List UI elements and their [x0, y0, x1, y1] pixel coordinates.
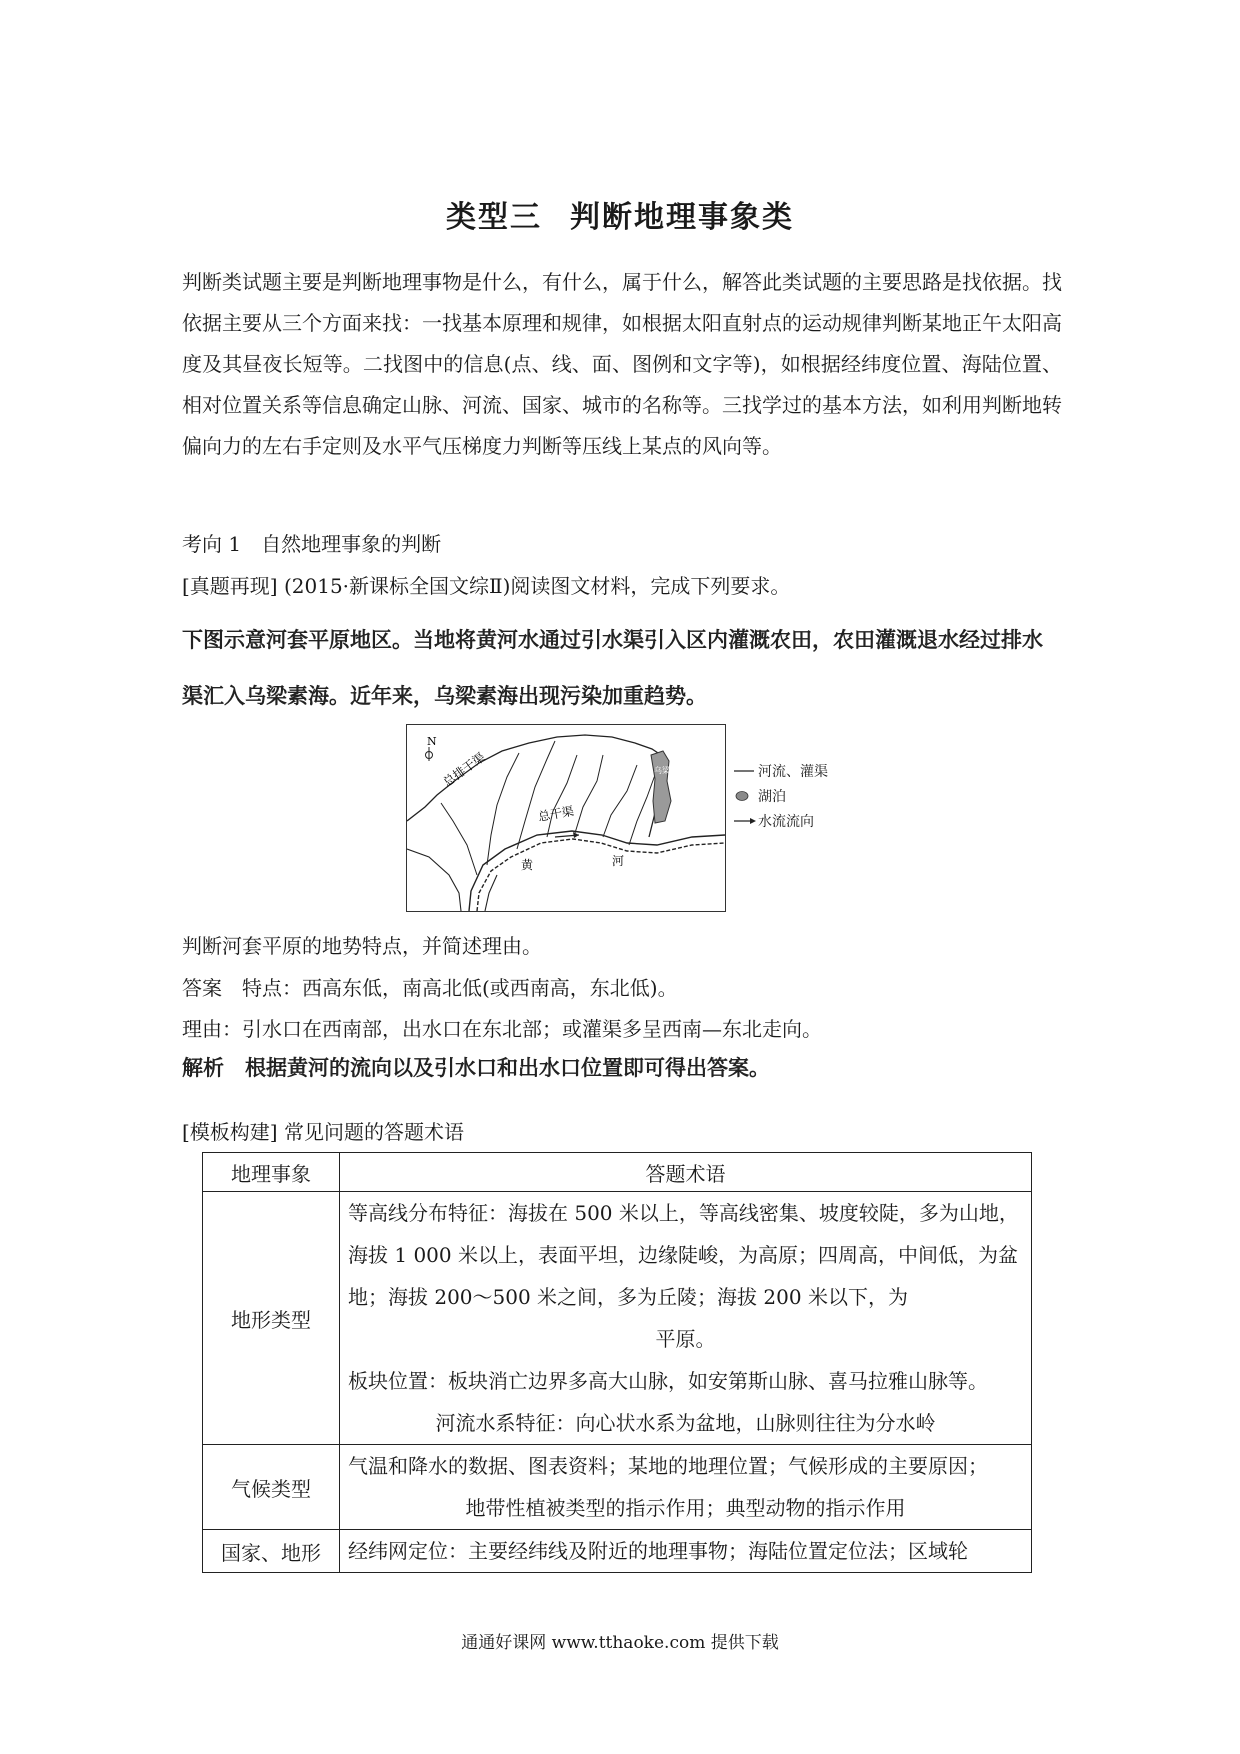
zhenti-line	[182, 570, 790, 599]
table-row-content	[340, 1530, 1032, 1573]
table-row	[203, 1530, 1032, 1573]
material-paragraph: 下图示意河套平原地区。当地将黄河水通过引水渠引入区内灌溉农田，农田灌溉退水经过排水渠汇入乌梁素海。近年来，乌梁素海出现污染加重趋势。	[182, 628, 1043, 708]
template-text: 常见问题的答题术语	[277, 1120, 464, 1144]
table-row	[203, 1445, 1032, 1530]
answer-line	[182, 972, 678, 1001]
answer-text: 特点：西高东低，南高北低(或西南高，东北低)。	[242, 976, 678, 1000]
western-boundary	[407, 849, 461, 911]
kaoxiang-heading: 考向 1 自然地理事象的判断	[182, 532, 442, 556]
cell-line: 等高线分布特征：海拔在 500 米以上，等高线密集、坡度较陡，多为山地，海拔 1 000 米以上，表面平坦，边缘陡峻，为高原；四周高，中间低，为盆地；海拔 200～500 米之间，多为丘陵；海拔 200 米以下，为	[348, 1201, 1019, 1309]
channel-6	[603, 765, 637, 837]
reason-line: 理由：引水口在西南部，出水口在东北部；或灌渠多呈西南—东北走向。	[182, 1017, 822, 1041]
huang-label: 黄	[521, 858, 534, 872]
cell-line: 板块位置：板块消亡边界多高大山脉，如安第斯山脉、喜马拉雅山脉等。	[348, 1369, 988, 1393]
lake-label: 乌梁素海	[654, 766, 686, 775]
cell-line: 经纬网定位：主要经纬线及附近的地理事物；海陆位置定位法；区域轮	[348, 1539, 968, 1563]
legend-lake-label: 湖泊	[758, 788, 786, 805]
title-part2: 判断地理事象类	[570, 200, 794, 235]
north-label: N	[427, 735, 437, 748]
legend-row-river	[730, 758, 880, 783]
river-line-icon	[730, 766, 758, 776]
table-header-row	[203, 1153, 1032, 1192]
cell-line: 地带性植被类型的指示作用；典型动物的指示作用	[465, 1496, 906, 1520]
table-row	[203, 1192, 1032, 1445]
zongpaiganqu-label: 总排干渠	[440, 749, 488, 790]
legend-row-lake	[730, 783, 880, 808]
lake-symbol-icon	[730, 790, 758, 802]
zongganqu-label: 总干渠	[537, 803, 575, 824]
page-title	[0, 192, 1240, 236]
template-label: [模板构建]	[182, 1120, 278, 1144]
cell-line: 河流水系特征：向心状水系为盆地，山脉则往往为分水岭	[435, 1411, 936, 1435]
zhenti-text: (2015·新课标全国文综Ⅱ)阅读图文材料，完成下列要求。	[277, 574, 791, 598]
channel-5	[575, 755, 603, 833]
answer-label: 答案	[182, 976, 222, 1000]
intro-paragraph: 判断类试题主要是判断地理事物是什么，有什么，属于什么，解答此类试题的主要思路是找依据。找依据主要从三个方面来找：一找基本原理和规律，如根据太阳直射点的运动规律判断某地正午太阳高度及其昼夜长短等。二找图中的信息(点、线、面、图例和文字等)，如根据经纬度位置、海陆位置、相对位置关系等信息确定山脉、河流、国家、城市的名称等。三找学过的基本方法，如利用判断地转偏向力的左右手定则及水平气压梯度力判断等压线上某点的风向等。	[182, 270, 1062, 458]
table-header-cell: 地理事象	[203, 1153, 340, 1192]
map-legend	[730, 758, 880, 833]
flow-arrow-head	[573, 832, 579, 838]
cell-line: 平原。	[655, 1327, 716, 1351]
terms-table	[202, 1152, 1032, 1573]
table-row-name: 国家、地形	[203, 1530, 340, 1573]
channel-7	[629, 775, 655, 845]
zhenti-label: [真题再现]	[182, 574, 278, 598]
channel-3	[517, 741, 555, 849]
hetao-plain-map	[406, 724, 726, 912]
cell-line: 气温和降水的数据、图表资料；某地的地理位置；气候形成的主要原因；	[348, 1454, 988, 1478]
legend-row-flow	[730, 808, 880, 833]
lake-wuliangsuhai	[651, 751, 671, 823]
table-row-content	[340, 1192, 1032, 1445]
legend-river-label: 河流、灌渠	[758, 763, 828, 780]
yellow-river-line2	[477, 839, 725, 911]
analysis-label: 解析	[182, 1056, 224, 1080]
southern-boundary	[485, 875, 497, 911]
flow-direction-icon	[730, 816, 758, 826]
he-label: 河	[612, 854, 625, 868]
channel-2	[487, 753, 519, 865]
map-drawing	[407, 725, 725, 911]
question-line: 判断河套平原的地势特点，并简述理由。	[182, 934, 542, 958]
footer-credit: 通通好课网 www.tthaoke.com 提供下载	[461, 1633, 779, 1653]
template-heading	[182, 1116, 464, 1145]
analysis-text: 根据黄河的流向以及引水口和出水口位置即可得出答案。	[245, 1056, 770, 1080]
title-part1: 类型三	[446, 200, 542, 235]
table-row-name: 地形类型	[203, 1192, 340, 1445]
table-header-cell: 答题术语	[340, 1153, 1032, 1192]
table-row-content	[340, 1445, 1032, 1530]
table-row-name: 气候类型	[203, 1445, 340, 1530]
channel-1	[441, 803, 477, 875]
legend-flow-label: 水流流向	[758, 813, 814, 830]
analysis-line	[182, 1052, 1062, 1082]
channel-4	[547, 755, 577, 837]
